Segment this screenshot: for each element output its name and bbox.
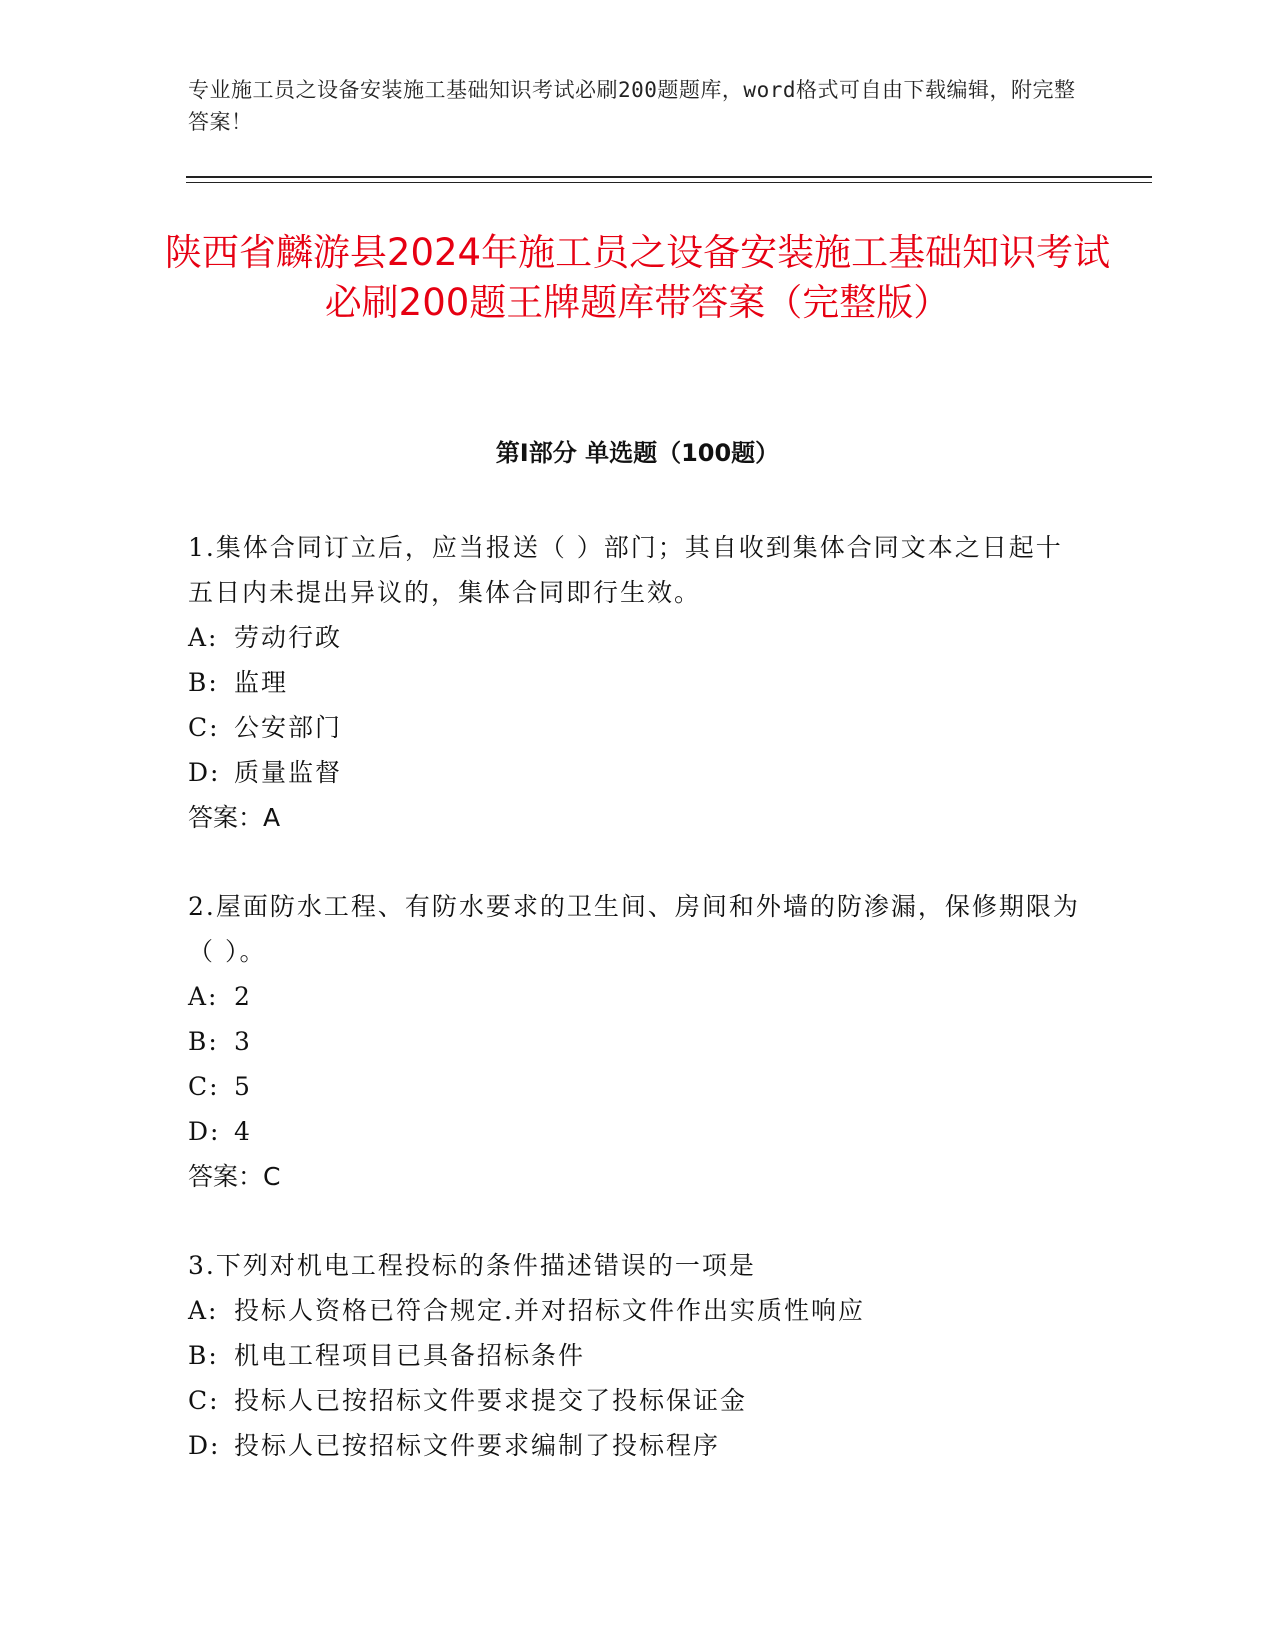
- option-text: 2: [234, 982, 252, 1011]
- option-text: 4: [234, 1117, 252, 1146]
- option-letter: B:: [188, 668, 219, 697]
- option-c: [188, 1064, 1088, 1109]
- option-c: [188, 1378, 1088, 1423]
- option-text: 质量监督: [234, 758, 343, 787]
- question-stem: 2.屋面防水工程、有防水要求的卫生间、房间和外墙的防渗漏，保修期限为（ ）。: [188, 892, 1080, 966]
- header-divider-thin: [186, 182, 1152, 183]
- answer-line: 答案：C: [188, 1162, 281, 1191]
- option-a: [188, 974, 1088, 1019]
- option-text: 5: [234, 1072, 252, 1101]
- option-text: 机电工程项目已具备招标条件: [234, 1341, 586, 1370]
- question-1: [188, 525, 1088, 840]
- answer-line: 答案：A: [188, 803, 281, 832]
- option-text: 投标人资格已符合规定.并对招标文件作出实质性响应: [234, 1296, 865, 1325]
- option-text: 监理: [234, 668, 289, 697]
- option-letter: B:: [188, 1027, 219, 1056]
- option-b: [188, 1333, 1088, 1378]
- header-note: 专业施工员之设备安装施工基础知识考试必刷200题题库，word格式可自由下载编辑，附完整答案！: [188, 78, 1076, 134]
- question-stem: 3.下列对机电工程投标的条件描述错误的一项是: [188, 1251, 756, 1280]
- option-text: 3: [234, 1027, 252, 1056]
- section-heading: 第I部分 单选题（100题）: [495, 439, 780, 467]
- option-d: [188, 1109, 1088, 1154]
- question-2: [188, 884, 1088, 1199]
- option-d: [188, 750, 1088, 795]
- question-3: [188, 1243, 1088, 1468]
- question-list: [188, 525, 1088, 1512]
- question-stem: 1.集体合同订立后，应当报送（ ）部门；其自收到集体合同文本之日起十五日内未提出异议的，集体合同即行生效。: [188, 533, 1063, 607]
- option-a: [188, 615, 1088, 660]
- document-title: 陕西省麟游县2024年施工员之设备安装施工基础知识考试必刷200题王牌题库带答案（完整版）: [164, 231, 1111, 324]
- option-a: [188, 1288, 1088, 1333]
- option-letter: C:: [188, 1072, 220, 1101]
- option-letter: A:: [188, 982, 219, 1011]
- option-letter: C:: [188, 713, 220, 742]
- option-letter: B:: [188, 1341, 219, 1370]
- option-text: 投标人已按招标文件要求编制了投标程序: [234, 1431, 721, 1460]
- option-letter: A:: [188, 1296, 219, 1325]
- option-d: [188, 1423, 1088, 1468]
- option-text: 劳动行政: [234, 623, 343, 652]
- option-text: 公安部门: [234, 713, 343, 742]
- header-divider-thick: [186, 176, 1152, 178]
- option-letter: D:: [188, 758, 221, 787]
- option-letter: A:: [188, 623, 219, 652]
- option-letter: C:: [188, 1386, 220, 1415]
- option-c: [188, 705, 1088, 750]
- option-letter: D:: [188, 1431, 221, 1460]
- option-letter: D:: [188, 1117, 221, 1146]
- option-b: [188, 1019, 1088, 1064]
- option-b: [188, 660, 1088, 705]
- option-text: 投标人已按招标文件要求提交了投标保证金: [234, 1386, 748, 1415]
